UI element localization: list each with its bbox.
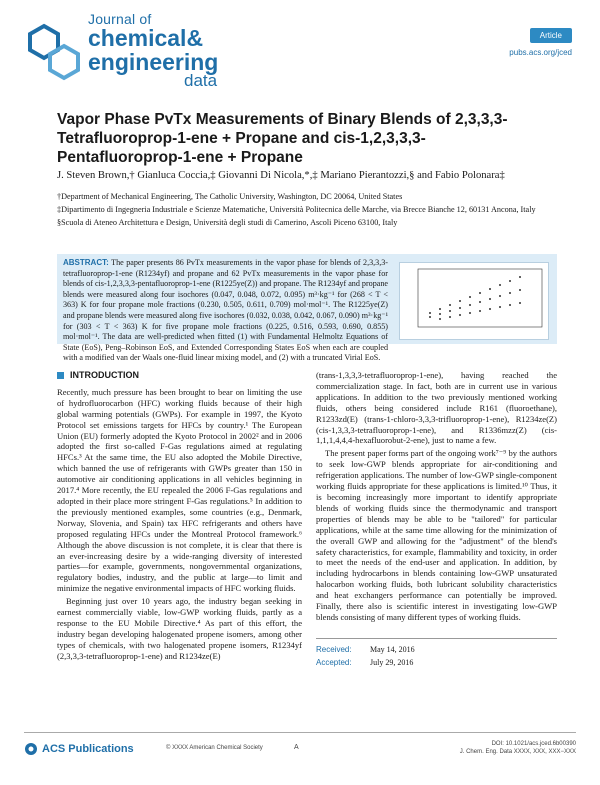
toc-graphic <box>399 262 549 340</box>
citation-line: J. Chem. Eng. Data XXXX, XXX, XXX−XXX <box>459 749 576 755</box>
affiliations <box>57 191 547 230</box>
publisher-logo <box>24 742 134 756</box>
intro-paragraph-4: The present paper forms part of the ongoing work⁷⁻⁹ by the authors to seek low-GWP blends appropriate for air-conditioning and refrigeration applications. The number of low-GWP single-component working fluids appropriate for these applications is limited.¹⁰ Thus, it is becoming increasingly more important to identify appropriate blends of working fluids since the thermodynamic and transport properties of blends may be able to be "tailored" for particular applications, while at the same time allowing for the minimization of the overall GWP and allowing for the "adjustment" of the blend's safety characteristics, for example, flammability and toxicity, in order to meet the needs of the end-user and application. In addition, by including hydrocarbons in blends containing low-GWP unsaturated halocarbon working fluids, both lubricant solubility characteristics and heat exchangers performance can potentially be improved. Finally, there also is scientific interest in investigating low-GWP blends consisting of many different types of working fluids. <box>316 448 557 622</box>
affiliation-2: ‡Dipartimento di Ingegneria Industriale e Scienze Matematiche, Università Politecnica delle Marche, via Brecce Bianche 12, 60131 Ancona, Italy <box>57 205 536 214</box>
author-list: J. Steven Brown,† Gianluca Coccia,‡ Giovanni Di Nicola,*,‡ Mariano Pierantozzi,§ and Fabio Polonara‡ <box>57 170 505 181</box>
body-column-right <box>316 370 557 625</box>
accepted-date: July 29, 2016 <box>370 658 414 667</box>
abstract-box <box>57 254 557 363</box>
body-column-left <box>57 370 302 664</box>
journal-logo <box>24 12 254 94</box>
journal-line3: engineering <box>88 49 219 75</box>
abstract-text: The paper presents 86 PvTx measurements in the vapor phase for blends of 2,3,3,3-tetrafluoroprop-1-ene (R1234yf) and propane and 62 PvTx measurements in the vapor phase for blends of cis-1,2,3,3,3-pentafluoroprop-1-ene (R1225ye(Z)) and propane. The R1234yf and propane blends were measured along four isochores (0.047, 0.048, 0.072, 0.095) m³·kg⁻¹ for (268 < T < 363) K for four propane mole fractions (0.230, 0.505, 0.611, 0.709) mol·mol⁻¹. The R1225ye(Z) and propane blends were measured along five isochores (0.032, 0.038, 0.042, 0.067, 0.090) m³·kg⁻¹ for (303 < T < 363) K for five propane mole fractions (0.225, 0.516, 0.593, 0.690, 0.855) mol·mol⁻¹. The data are well-predicted when fitted (1) with Fundamental Helmoltz Equations of State (EoS), Peng–Robinson EoS, and Extended Corresponding States EoS when each are coupled with a modified van der Waals one-fluid linear mixing model, and (2) with a truncated Virial EoS. <box>63 258 388 363</box>
section-square-icon <box>57 372 64 379</box>
footer-divider <box>24 732 576 733</box>
journal-line2: chemical& <box>88 25 204 51</box>
received-label: Received: <box>316 645 352 654</box>
abstract-text-block <box>63 258 388 364</box>
section-title: INTRODUCTION <box>70 370 139 380</box>
doi-block <box>460 740 576 756</box>
affiliation-1: †Department of Mechanical Engineering, The Catholic University, Washington, DC 20064, United States <box>57 192 403 201</box>
toc-scatter-graphic <box>400 263 548 339</box>
intro-paragraph-3: (trans-1,3,3,3-tetrafluoroprop-1-ene), having reached the commercialization stage. In fact, both are in current use in various applications. In addition to the two previously mentioned working fluids, others being considered include R161 (fluoroethane), R1233zd(E) (trans-1-chloro-3,3,3-trifluoroprop-1-ene), R1234ze(Z) (cis-1,3,3,3-tetrafluoroprop-1-ene), and R1336mzz(Z) (cis-1,1,1,4,4,4-hexafluorobut-2-ene), just to name a few. <box>316 370 557 446</box>
article-dates <box>316 638 557 669</box>
journal-line1: Journal of <box>88 11 152 27</box>
article-type-badge: Article <box>530 28 572 43</box>
intro-paragraph-1: Recently, much pressure has been brought to bear on limiting the use of hydrofluorocarbon (HFC) working fluids because of their high global warming potentials (GWPs). For example in 1997, the Kyoto Protocol set emissions targets for HFCs by country.¹ The European Union (EU) formerly adopted the Kyoto Protocol in 2002² and in 2006 adopted the first so-called F-Gas regulations aimed at regulating HFCs.³ At the same time, the EU also adopted the Mobile Directive, which banned the use of refrigerants with GWPs greater than 150 in automotive air conditioning applications in all vehicles beginning in 2017.⁴ More recently, the EU repealed the 2006 F-Gas regulations and adopted in their place more stringent F-Gas regulations.⁵ In addition to the previously mentioned examples, some countries (e.g., Denmark, Norway, Slovenia, and Spain) tax HFC refrigerants and others have proposed regulating HFCs under the Montreal Protocol framework.⁶ Although the above discussion is not complete, it is clear that there is an ever-increasing desire by a wide-ranging diversity of interested parties—for example, governments, nongovernmental organizations, regulatory bodies, industry, and the public at large—to limit and minimize the negative environmental impacts of HFC working fluids. <box>57 386 302 594</box>
section-heading-introduction <box>57 370 302 381</box>
acs-logo-icon <box>24 742 38 756</box>
journal-line4: data <box>184 71 218 90</box>
abstract-label: ABSTRACT: <box>63 258 109 267</box>
journal-title <box>88 12 218 89</box>
copyright: © XXXX American Chemical Society <box>166 745 263 751</box>
page-number: A <box>294 744 299 751</box>
molecule-logo-icon <box>24 18 84 88</box>
page-footer <box>24 732 576 772</box>
accepted-label: Accepted: <box>316 658 352 667</box>
intro-paragraph-2: Beginning just over 10 years ago, the industry began seeking in earnest commercially viable, low-GWP working fluids, partly as a response to the EU Mobile Directive.⁴ As part of this effort, the industry began developing halogenated propene isomers, among other types of chemicals, with two halogenated propene isomers, R1234yf (2,3,3,3-tetrafluoroprop-1-ene) and R1234ze(E) <box>57 596 302 661</box>
received-row <box>316 643 557 656</box>
accepted-row <box>316 656 557 669</box>
received-date: May 14, 2016 <box>370 645 415 654</box>
article-title: Vapor Phase PvTx Measurements of Binary Blends of 2,3,3,3-Tetrafluoroprop-1-ene + Propane and cis-1,2,3,3,3-Pentafluoroprop-1-ene + Propane <box>57 111 508 166</box>
publisher-name: ACS Publications <box>42 743 134 755</box>
journal-url[interactable]: pubs.acs.org/jced <box>509 48 572 57</box>
affiliation-3: §Scuola di Ateneo Architettura e Design, Università degli studi di Camerino, Ascoli Piceno 63100, Italy <box>57 218 398 227</box>
doi-line[interactable]: DOI: 10.1021/acs.jced.6b00390 <box>491 741 576 747</box>
